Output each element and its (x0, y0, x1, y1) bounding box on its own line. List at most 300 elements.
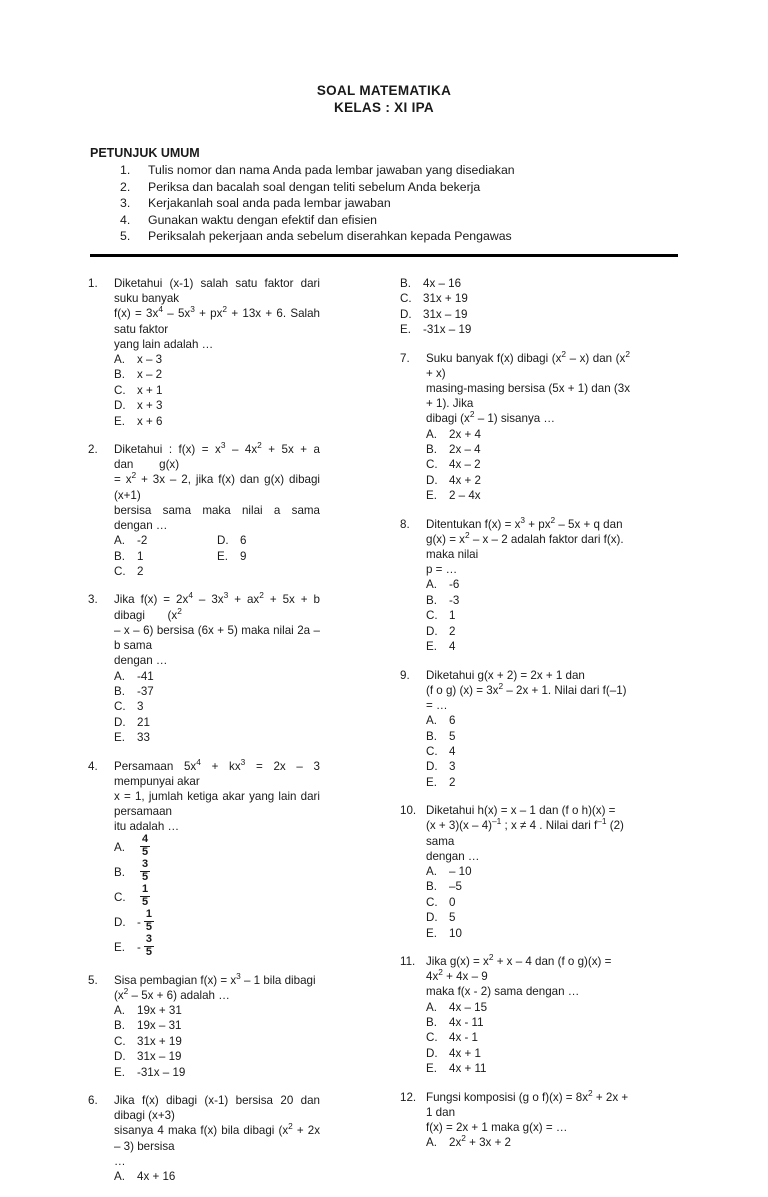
option-letter: E. (400, 323, 411, 337)
question-stem (426, 1087, 630, 1136)
answer-options (114, 835, 320, 960)
option-c[interactable] (114, 885, 320, 910)
stem-line: (x (167, 608, 178, 622)
stem-line: + px (194, 307, 223, 321)
option-letter: D. (426, 760, 438, 774)
option-c[interactable] (426, 895, 630, 910)
exponent: 4 (196, 756, 201, 767)
option-text: 31x + 19 (423, 292, 468, 306)
option-e[interactable] (426, 1061, 630, 1076)
option-letter: B. (114, 368, 125, 382)
exponent: 2 (625, 348, 630, 359)
option-text: 4x - 1 (449, 1031, 478, 1045)
option-letter: E. (114, 414, 125, 428)
option-text-post: + 3x + 2 (465, 1136, 512, 1150)
stem-line: sisanya 4 maka f(x) bila dibagi (x (114, 1124, 289, 1138)
stem-line: Suku banyak f(x) dibagi (x (426, 351, 562, 365)
question-2 (88, 442, 320, 579)
stem-line: = 2x – 3 mempunyai akar (114, 759, 320, 788)
option-e[interactable] (426, 639, 630, 654)
exponent: 2 (222, 304, 228, 315)
answer-options (426, 1135, 630, 1150)
option-letter: A. (426, 1000, 437, 1014)
option-letter: D. (217, 534, 229, 548)
option-letter: C. (400, 292, 412, 306)
exponent: –1 (597, 816, 607, 827)
option-text (137, 910, 320, 935)
option-b[interactable] (114, 1018, 320, 1033)
exponent: 2 (488, 952, 494, 963)
instruction-number: 1. (120, 163, 131, 177)
question-number: 3. (88, 593, 98, 607)
stem-line: + 2x – 3) bersisa (114, 1124, 320, 1153)
option-letter: A. (114, 840, 125, 854)
option-letter: B. (426, 593, 437, 607)
option-a[interactable] (426, 713, 630, 728)
option-a[interactable] (114, 1169, 320, 1184)
exponent: 3 (220, 440, 226, 451)
stem-line: Diketahui (x-1) salah satu faktor dari suku banyak (114, 277, 320, 306)
option-letter: D. (426, 624, 438, 638)
option-letter: C. (426, 1031, 438, 1045)
stem-line: … (114, 1154, 126, 1168)
option-text: 4x – 2 (449, 458, 481, 472)
option-b[interactable] (114, 860, 320, 885)
option-letter: A. (114, 534, 125, 548)
instructions-heading: PETUNJUK UMUM (90, 146, 200, 160)
option-e[interactable] (426, 775, 630, 790)
option-e[interactable] (114, 414, 320, 429)
instruction-text: Gunakan waktu dengan efektif dan efisien (148, 212, 378, 227)
option-letter: C. (114, 1034, 126, 1048)
stem-line: – 2x + 1. Nilai dari f(–1) = … (426, 683, 627, 712)
stem-line: dengan … (114, 654, 168, 668)
question-stem (426, 668, 630, 714)
option-b[interactable] (114, 367, 320, 382)
stem-line: dengan … (426, 849, 480, 863)
option-text (137, 860, 320, 885)
option-text: 4 (449, 744, 456, 758)
fraction (140, 859, 150, 883)
fraction-denominator: 5 (142, 895, 149, 908)
option-c[interactable] (426, 457, 630, 472)
stem-line: g(x) (159, 458, 180, 472)
answer-options (114, 533, 320, 579)
answer-options (426, 864, 630, 941)
fraction-numerator: 3 (145, 933, 152, 946)
option-text: 4x + 16 (137, 1170, 176, 1183)
right-column (332, 276, 668, 1197)
answer-options-left-half (114, 533, 217, 579)
exponent: 2 (498, 680, 504, 691)
fraction (140, 834, 150, 858)
question-6 (88, 1093, 320, 1184)
option-e[interactable] (400, 322, 630, 337)
option-text (137, 835, 320, 860)
option-text: –5 (449, 880, 462, 894)
option-text: -2 (137, 534, 148, 548)
option-d[interactable] (426, 624, 630, 639)
option-text: 10 (449, 926, 462, 940)
question-number: 1. (88, 277, 98, 290)
option-d[interactable] (426, 759, 630, 774)
option-d[interactable] (114, 1049, 320, 1064)
question-5 (88, 970, 320, 1080)
stem-line: Jika f(x) = 2x (114, 593, 189, 607)
stem-line: yang lain adalah … (114, 337, 214, 351)
option-text: 6 (449, 714, 456, 728)
fraction (140, 884, 150, 908)
option-text: 2x + 4 (449, 427, 481, 441)
option-text (449, 1135, 630, 1150)
option-e[interactable] (114, 730, 320, 745)
option-letter: B. (426, 880, 437, 894)
option-letter: B. (114, 1019, 125, 1033)
option-text: 31x – 19 (423, 307, 468, 321)
exponent: 2 (469, 409, 475, 420)
option-text-pre: 2x (449, 1136, 462, 1150)
option-letter: C. (114, 890, 126, 904)
exponent: 2 (259, 590, 264, 601)
stem-line: Jika f(x) dibagi (x-1) bersisa 20 dan dibagi (x+3) (114, 1093, 320, 1123)
fraction-denominator: 5 (145, 920, 152, 933)
question-8 (400, 514, 630, 655)
option-b[interactable] (426, 1015, 630, 1030)
stem-line: – 5x (162, 307, 191, 321)
stem-line: (2) sama (426, 819, 624, 848)
option-c[interactable] (426, 744, 630, 759)
option-text: 5 (449, 911, 456, 925)
exponent: 4 (158, 304, 163, 315)
option-text: 3 (449, 760, 456, 774)
option-a[interactable] (114, 352, 320, 367)
option-letter: A. (426, 864, 437, 878)
option-d[interactable] (426, 473, 630, 488)
question-number: 2. (88, 443, 98, 457)
question-number: 6. (88, 1093, 98, 1107)
exponent: 2 (550, 514, 556, 525)
question-7 (400, 348, 630, 504)
fraction (144, 909, 154, 933)
answer-options (426, 577, 630, 654)
option-e[interactable] (426, 926, 630, 941)
option-letter: C. (114, 383, 126, 397)
question-stem (114, 442, 320, 533)
option-letter: A. (426, 1136, 437, 1150)
answer-options (114, 1169, 320, 1184)
option-text: -3 (449, 593, 460, 607)
option-c[interactable] (426, 608, 630, 623)
stem-line: + 4x – 9 (442, 970, 488, 984)
option-b[interactable] (114, 549, 217, 564)
questions-body (0, 276, 768, 1197)
fraction-numerator: 4 (142, 833, 149, 846)
option-text: 2 – 4x (449, 489, 481, 503)
question-4 (88, 756, 320, 960)
option-text: x + 1 (137, 383, 163, 397)
option-letter: B. (426, 729, 437, 743)
stem-line: + x – 4 dan (f o g)(x) = 4x (426, 955, 612, 984)
question-number: 12. (400, 1090, 417, 1104)
question-number: 4. (88, 759, 98, 773)
question-number: 5. (88, 973, 98, 987)
question-stem (426, 514, 630, 578)
stem-line: Jika g(x) = x (426, 955, 489, 968)
option-text: 0 (449, 895, 456, 909)
stem-line: p = … (426, 563, 458, 577)
option-text: 31x – 19 (137, 1050, 182, 1064)
option-c[interactable] (114, 1034, 320, 1049)
page-title-line-2: KELAS : XI IPA (334, 100, 434, 115)
exponent: 2 (131, 470, 137, 481)
option-a[interactable] (114, 533, 217, 548)
exponent: 2 (177, 605, 182, 616)
option-text: -31x – 19 (137, 1065, 186, 1079)
document-header (0, 0, 768, 116)
instruction-number: 4. (120, 212, 131, 227)
question-stem (114, 756, 320, 835)
option-e[interactable] (114, 1065, 320, 1080)
option-e[interactable] (217, 549, 320, 564)
option-letter: A. (114, 1170, 125, 1183)
option-b[interactable] (426, 442, 630, 457)
question-stem (114, 592, 320, 668)
option-c[interactable] (114, 383, 320, 398)
option-a[interactable] (114, 669, 320, 684)
option-d[interactable] (426, 1046, 630, 1061)
stem-line: Diketahui g(x + 2) = 2x + 1 dan (426, 668, 585, 682)
stem-line: Persamaan 5x (114, 759, 197, 773)
option-a[interactable] (114, 835, 320, 860)
option-letter: E. (426, 775, 437, 789)
stem-line: + x) (426, 366, 446, 380)
exponent: 2 (257, 440, 262, 451)
option-c[interactable] (114, 564, 217, 579)
option-a[interactable] (426, 427, 630, 442)
option-text: 2 (449, 775, 456, 789)
option-text: 4x – 16 (423, 277, 462, 290)
option-letter: B. (114, 549, 125, 563)
option-letter: C. (114, 565, 126, 579)
option-letter: B. (426, 1016, 437, 1030)
instruction-text: Periksalah pekerjaan anda sebelum diserahkan kepada Pengawas (148, 229, 512, 243)
exponent: 3 (236, 970, 241, 981)
horizontal-divider (90, 254, 678, 257)
option-letter: D. (114, 715, 126, 729)
option-text: 33 (137, 731, 150, 745)
exponent: –1 (492, 816, 502, 827)
page-title-line-1: SOAL MATEMATIKA (316, 83, 452, 98)
exponent: 3 (240, 756, 246, 767)
question-stem (426, 954, 630, 1000)
fraction-numerator: 1 (142, 883, 149, 896)
option-text: x – 3 (137, 353, 163, 367)
option-text: x + 3 (137, 399, 163, 413)
option-letter: C. (114, 700, 126, 714)
option-text: 9 (240, 549, 247, 563)
option-text: -31x – 19 (423, 323, 472, 337)
exponent: 2 (461, 1133, 466, 1144)
stem-line: – 3x (192, 593, 224, 607)
fraction (144, 934, 154, 958)
fraction-denominator: 5 (142, 845, 149, 858)
answer-options (114, 352, 320, 429)
fraction-numerator: 3 (142, 858, 149, 871)
question-number: 7. (400, 351, 410, 365)
instructions-list (90, 162, 698, 245)
option-text: 4x - 11 (449, 1016, 484, 1030)
stem-line: g(x) = x (426, 532, 465, 546)
option-letter: E. (426, 926, 437, 940)
stem-line: ; x ≠ 4 . Nilai dari f (501, 819, 598, 833)
fraction-denominator: 5 (145, 945, 152, 958)
option-c[interactable] (400, 291, 630, 306)
list-item (90, 179, 698, 196)
option-letter: D. (400, 307, 412, 321)
answer-options (114, 1003, 320, 1080)
exponent: 2 (438, 967, 443, 978)
option-letter: E. (114, 731, 125, 745)
option-letter: B. (400, 277, 411, 290)
option-letter: D. (426, 473, 438, 487)
option-letter: D. (426, 1046, 438, 1060)
option-text: 2x – 4 (449, 443, 481, 457)
instruction-number: 3. (120, 196, 131, 210)
stem-line: Ditentukan f(x) = x (426, 517, 521, 531)
option-e[interactable] (426, 488, 630, 503)
option-e[interactable] (114, 935, 320, 960)
stem-line: + 3x – 2, jika f(x) dan g(x) dibagi (x+1) (114, 473, 320, 502)
stem-line: + 13x + 6. Salah satu faktor (114, 307, 320, 336)
option-letter: B. (426, 443, 437, 457)
instruction-text: Tulis nomor dan nama Anda pada lembar jawaban yang disediakan (148, 163, 515, 177)
stem-line: Sisa pembagian f(x) = x (114, 973, 237, 987)
question-11 (400, 954, 630, 1077)
stem-line: + 2x + 1 dan (426, 1090, 629, 1119)
option-a[interactable] (426, 577, 630, 592)
option-b[interactable] (400, 276, 630, 291)
stem-line: + ax (228, 593, 260, 607)
stem-line: (x + 3)(x – 4) (426, 819, 493, 833)
stem-line: Diketahui h(x) = x – 1 dan (f o h)(x) = (426, 804, 616, 818)
option-b[interactable] (426, 879, 630, 894)
stem-line: – 5x + 6) adalah … (128, 988, 230, 1002)
question-stem (114, 970, 320, 1003)
option-letter: C. (426, 744, 438, 758)
list-item (90, 195, 698, 212)
option-text (137, 885, 320, 910)
exponent: 2 (561, 348, 567, 359)
question-number: 9. (400, 668, 410, 682)
answer-options-right-half (217, 533, 320, 579)
option-a[interactable] (426, 864, 630, 879)
option-text (137, 935, 320, 960)
question-stem (114, 276, 320, 352)
option-a[interactable] (426, 1135, 630, 1150)
instruction-number: 2. (120, 179, 131, 194)
option-c[interactable] (114, 699, 320, 714)
fraction-numerator: 1 (145, 908, 152, 921)
stem-line: Diketahui : f(x) = x (114, 443, 221, 457)
question-number: 10. (400, 804, 417, 818)
option-d[interactable] (217, 533, 320, 548)
option-a[interactable] (114, 1003, 320, 1018)
option-d[interactable] (114, 398, 320, 413)
option-a[interactable] (426, 1000, 630, 1015)
option-text: 4x + 1 (449, 1046, 481, 1060)
option-text: 19x + 31 (137, 1003, 182, 1017)
exponent: 3 (223, 590, 229, 601)
option-sign: - (137, 915, 141, 929)
option-letter: D. (114, 1050, 126, 1064)
stem-line: – 4x (225, 443, 258, 457)
option-b[interactable] (426, 729, 630, 744)
option-text: 2 (137, 565, 144, 579)
question-10 (400, 803, 630, 941)
stem-line: bersisa sama maka nilai a sama dengan … (114, 503, 320, 533)
stem-line: = x (114, 473, 132, 487)
exponent: 2 (123, 985, 129, 996)
option-d[interactable] (426, 910, 630, 925)
option-text: 31x + 19 (137, 1034, 182, 1048)
exponent: 3 (190, 304, 195, 315)
answer-options (114, 669, 320, 746)
stem-line: dibagi (x (426, 412, 470, 426)
option-text: 1 (449, 609, 456, 623)
instruction-text: Periksa dan bacalah soal dengan teliti sebelum Anda bekerja (148, 179, 481, 194)
option-text: -6 (449, 578, 460, 592)
option-letter: D. (426, 911, 438, 925)
option-d[interactable] (400, 307, 630, 322)
option-b[interactable] (114, 684, 320, 699)
answer-options (426, 427, 630, 504)
stem-line: + 5x + b dibagi (114, 593, 320, 622)
option-letter: E. (114, 940, 125, 954)
stem-line: – x) dan (x (566, 351, 626, 365)
stem-line: itu adalah … (114, 820, 180, 834)
option-text: 4 (449, 640, 456, 654)
question-stem (114, 1093, 320, 1169)
option-letter: C. (426, 895, 438, 909)
option-text: 3 (137, 700, 144, 714)
answer-options (426, 713, 630, 790)
list-item (90, 162, 698, 179)
option-text: -41 (137, 669, 154, 683)
option-letter: B. (114, 865, 125, 879)
stem-line: – 1 bila dibagi (240, 973, 316, 987)
stem-line: x = 1, jumlah ketiga akar yang lain dari persamaan (114, 789, 320, 819)
fraction-denominator: 5 (142, 870, 149, 883)
option-d[interactable] (114, 910, 320, 935)
question-3 (88, 592, 320, 745)
stem-line: Fungsi komposisi (g o f)(x) = 8x (426, 1090, 589, 1104)
option-text: 6 (240, 534, 247, 548)
option-text: 4x + 11 (449, 1062, 487, 1076)
question-12 (400, 1087, 630, 1151)
stem-line: + 5x + a dan (114, 443, 320, 472)
option-letter: E. (426, 640, 437, 654)
exponent: 4 (188, 590, 193, 601)
option-sign: - (137, 940, 141, 954)
stem-line: (f o g) (x) = 3x (426, 683, 499, 697)
option-d[interactable] (114, 715, 320, 730)
option-letter: A. (426, 714, 437, 728)
option-letter: B. (114, 684, 125, 698)
option-letter: E. (114, 1065, 125, 1079)
option-c[interactable] (426, 1030, 630, 1045)
option-b[interactable] (426, 593, 630, 608)
option-text: 1 (137, 549, 144, 563)
